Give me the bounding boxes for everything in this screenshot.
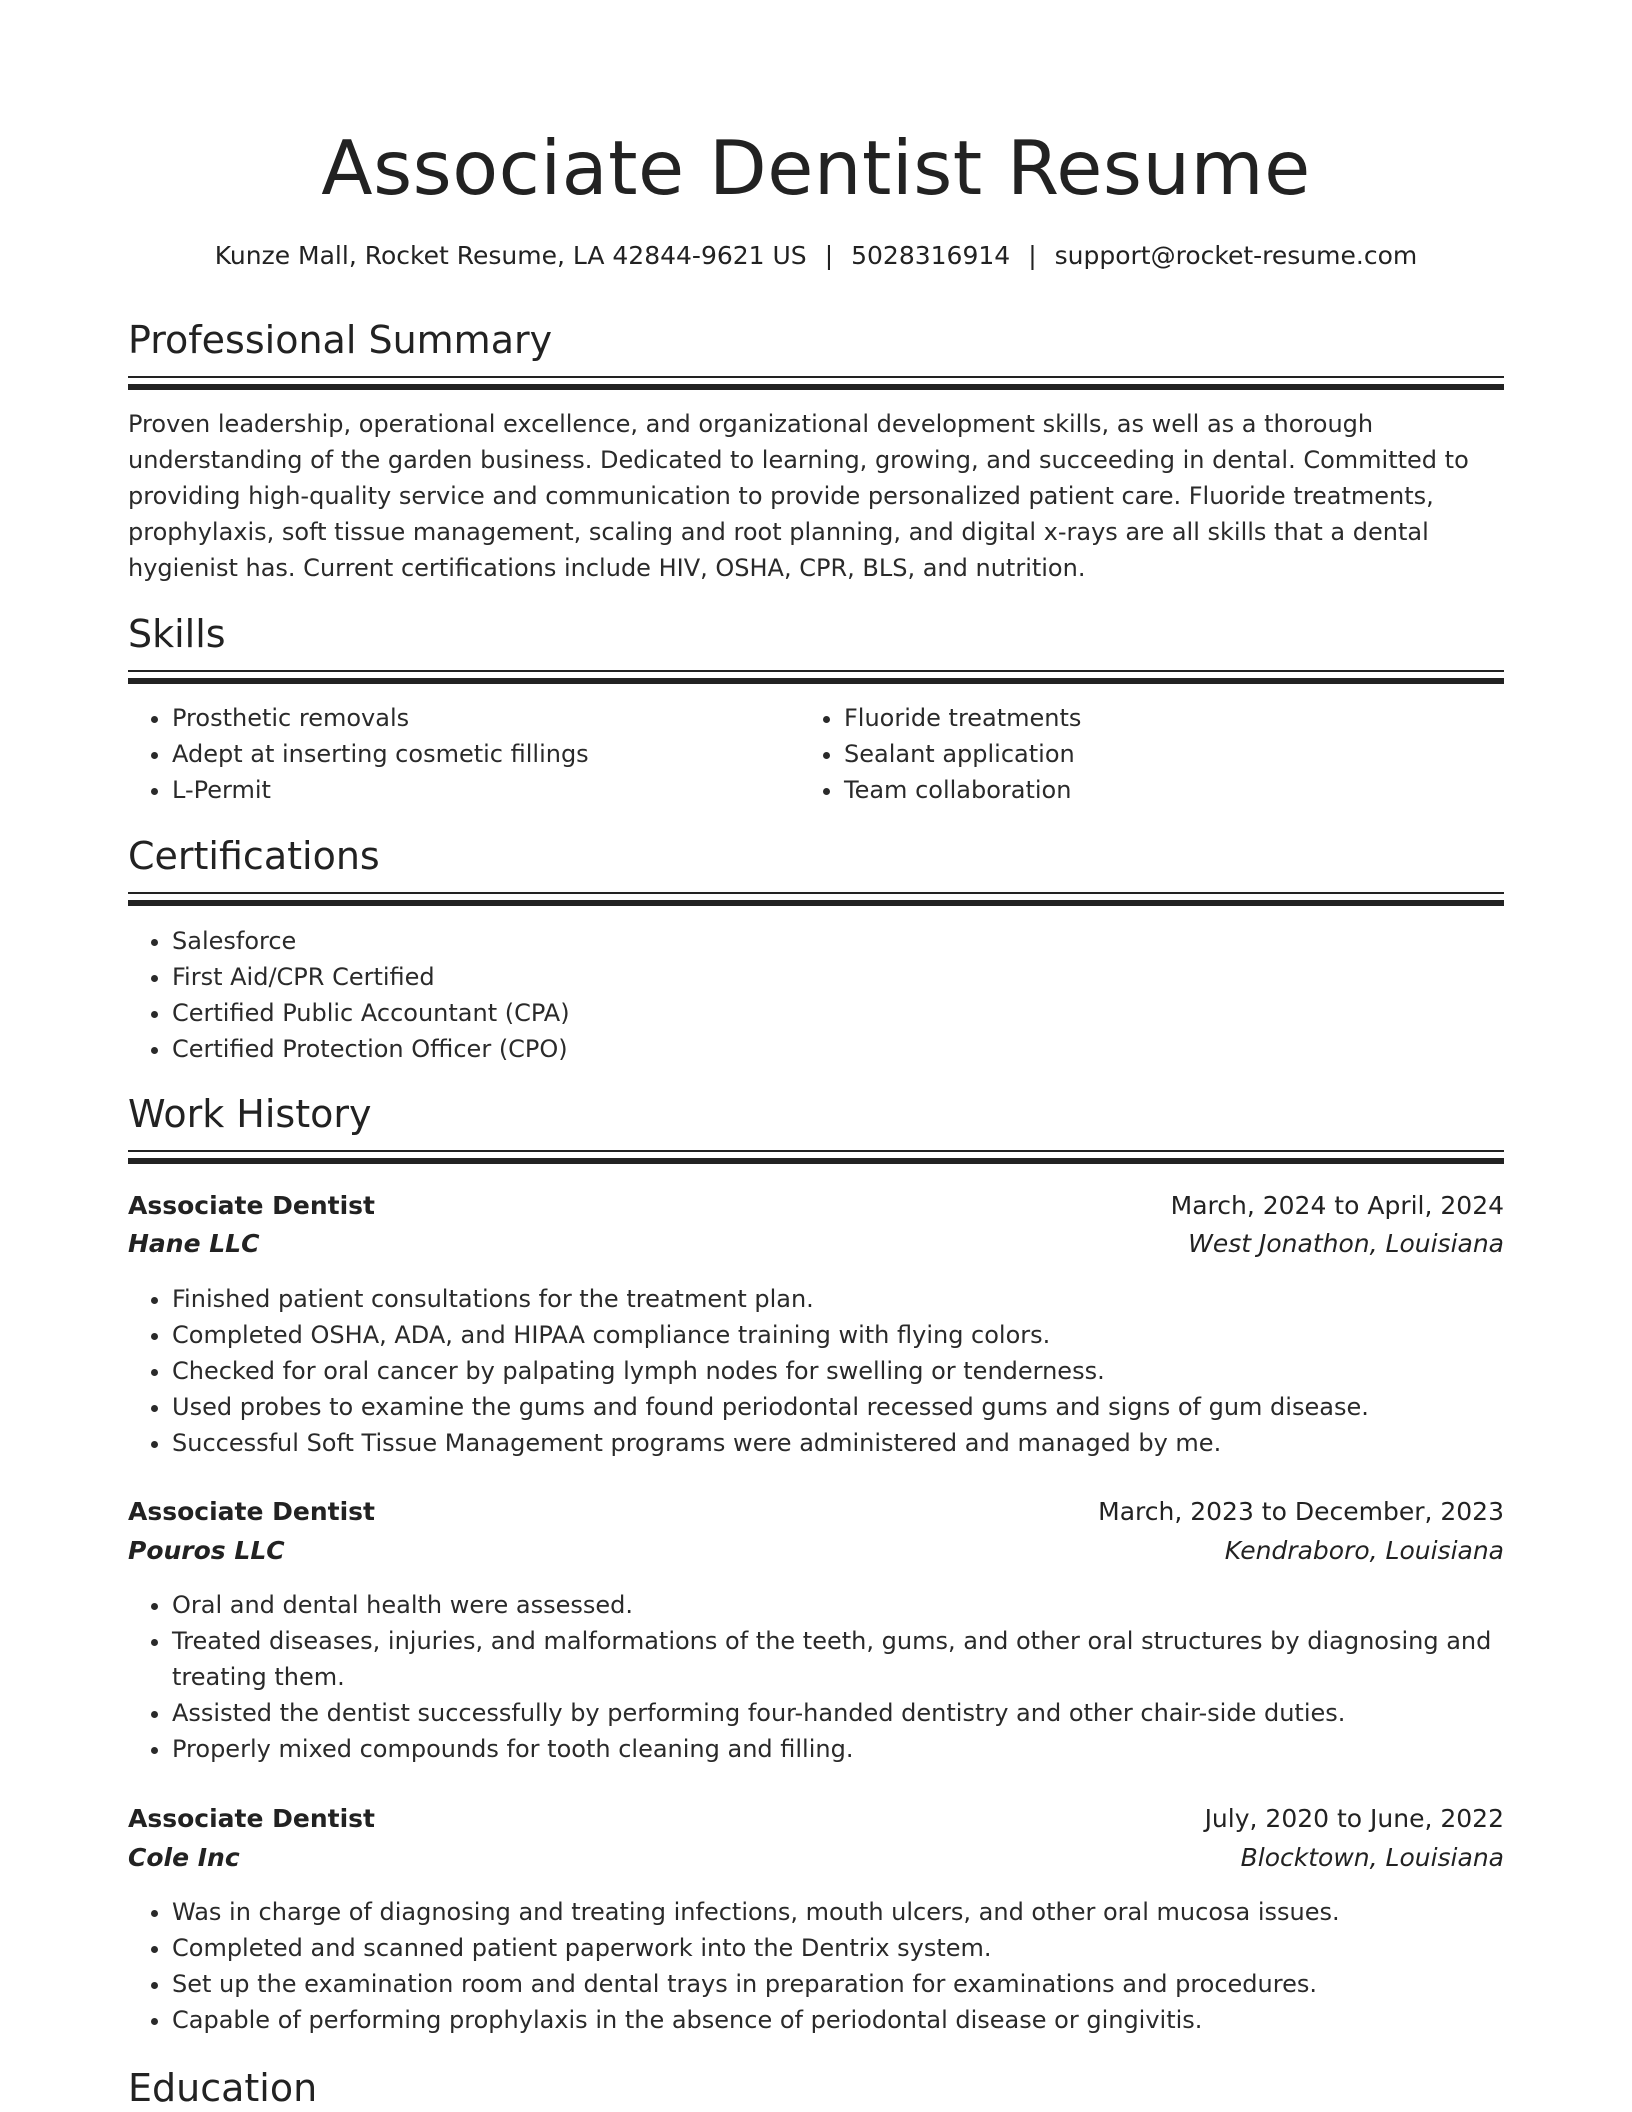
job-bullet: • Oral and dental health were assessed. xyxy=(172,1587,1502,1623)
section-divider xyxy=(128,376,1504,388)
job-location: Kendraboro, Louisiana xyxy=(1224,1536,1504,1565)
section-heading-skills: Skills xyxy=(128,612,226,656)
job-company: Cole Inc xyxy=(128,1843,240,1872)
certification-item: • Certified Public Accountant (CPA) xyxy=(172,995,1502,1031)
job-company: Pouros LLC xyxy=(128,1536,285,1565)
certification-item: • Certified Protection Officer (CPO) xyxy=(172,1031,1502,1067)
job-bullets xyxy=(128,1894,1502,2038)
section-divider xyxy=(128,670,1504,682)
skill-item: • Fluoride treatments xyxy=(844,700,1484,736)
section-divider xyxy=(128,892,1504,904)
job-bullet: • Assisted the dentist successfully by performing four-handed dentistry and other chair-side duties. xyxy=(172,1695,1502,1731)
skill-item: • Sealant application xyxy=(844,736,1484,772)
job-bullet: • Completed OSHA, ADA, and HIPAA compliance training with flying colors. xyxy=(172,1317,1502,1353)
job-dates: March, 2023 to December, 2023 xyxy=(1098,1497,1504,1526)
certifications-list xyxy=(128,923,1502,1067)
job-bullet: • Was in charge of diagnosing and treating infections, mouth ulcers, and other oral mucosa issues. xyxy=(172,1894,1502,1930)
section-heading-work-history: Work History xyxy=(128,1092,372,1136)
certification-item: • First Aid/CPR Certified xyxy=(172,959,1502,995)
job-title: Associate Dentist xyxy=(128,1191,376,1220)
section-heading-summary: Professional Summary xyxy=(128,318,553,362)
contact-address: Kunze Mall, Rocket Resume, LA 42844-9621 US xyxy=(214,241,807,270)
skill-item: • Adept at inserting cosmetic fillings xyxy=(172,736,812,772)
skills-list-right xyxy=(800,700,1484,808)
contact-separator: | xyxy=(824,241,834,270)
skill-item: • L-Permit xyxy=(172,772,812,808)
job-title: Associate Dentist xyxy=(128,1804,376,1833)
job-bullet: • Checked for oral cancer by palpating lymph nodes for swelling or tenderness. xyxy=(172,1353,1502,1389)
skills-list-left xyxy=(128,700,812,808)
job-bullets xyxy=(128,1281,1502,1461)
contact-email: support@rocket-resume.com xyxy=(1054,241,1418,270)
job-bullet: • Treated diseases, injuries, and malformations of the teeth, gums, and other oral structures by diagnosing and treating them. xyxy=(172,1623,1502,1695)
section-heading-certifications: Certifications xyxy=(128,834,380,878)
job-dates: July, 2020 to June, 2022 xyxy=(1204,1804,1504,1833)
job-location: Blocktown, Louisiana xyxy=(1240,1843,1504,1872)
job-company: Hane LLC xyxy=(128,1229,260,1258)
certification-item: • Salesforce xyxy=(172,923,1502,959)
job-bullet: • Finished patient consultations for the treatment plan. xyxy=(172,1281,1502,1317)
job-bullet: • Completed and scanned patient paperwork into the Dentrix system. xyxy=(172,1930,1502,1966)
skill-item: • Team collaboration xyxy=(844,772,1484,808)
contact-separator: | xyxy=(1028,241,1037,270)
job-bullet: • Used probes to examine the gums and found periodontal recessed gums and signs of gum disease. xyxy=(172,1389,1502,1425)
job-title: Associate Dentist xyxy=(128,1497,376,1526)
job-bullet: • Capable of performing prophylaxis in the absence of periodontal disease or gingivitis. xyxy=(172,2002,1502,2038)
contact-phone: 5028316914 xyxy=(851,241,1011,270)
job-bullet: • Properly mixed compounds for tooth cleaning and filling. xyxy=(172,1731,1502,1767)
section-heading-education: Education xyxy=(128,2066,318,2110)
job-location: West Jonathon, Louisiana xyxy=(1188,1229,1504,1258)
job-dates: March, 2024 to April, 2024 xyxy=(1170,1191,1504,1220)
job-bullet: • Successful Soft Tissue Management programs were administered and managed by me. xyxy=(172,1425,1502,1461)
contact-line xyxy=(128,238,1504,274)
summary-text: Proven leadership, operational excellence, and organizational development skills, as well as a thorough understanding of the garden business. Dedicated to learning, growing, and succeeding in dental. Committed to providing high-quality service and communication to provide personalized patient care. Fluoride treatments, prophylaxis, soft tissue management, scaling and root planning, and digital x-rays are all skills that a dental hygienist has. Current certifications include HIV, OSHA, CPR, BLS, and nutrition. xyxy=(128,410,1469,582)
resume-title: Associate Dentist Resume xyxy=(321,124,1311,212)
section-divider xyxy=(128,1150,1504,1162)
skill-item: • Prosthetic removals xyxy=(172,700,812,736)
job-bullet: • Set up the examination room and dental trays in preparation for examinations and procedures. xyxy=(172,1966,1502,2002)
job-bullets xyxy=(128,1587,1502,1767)
